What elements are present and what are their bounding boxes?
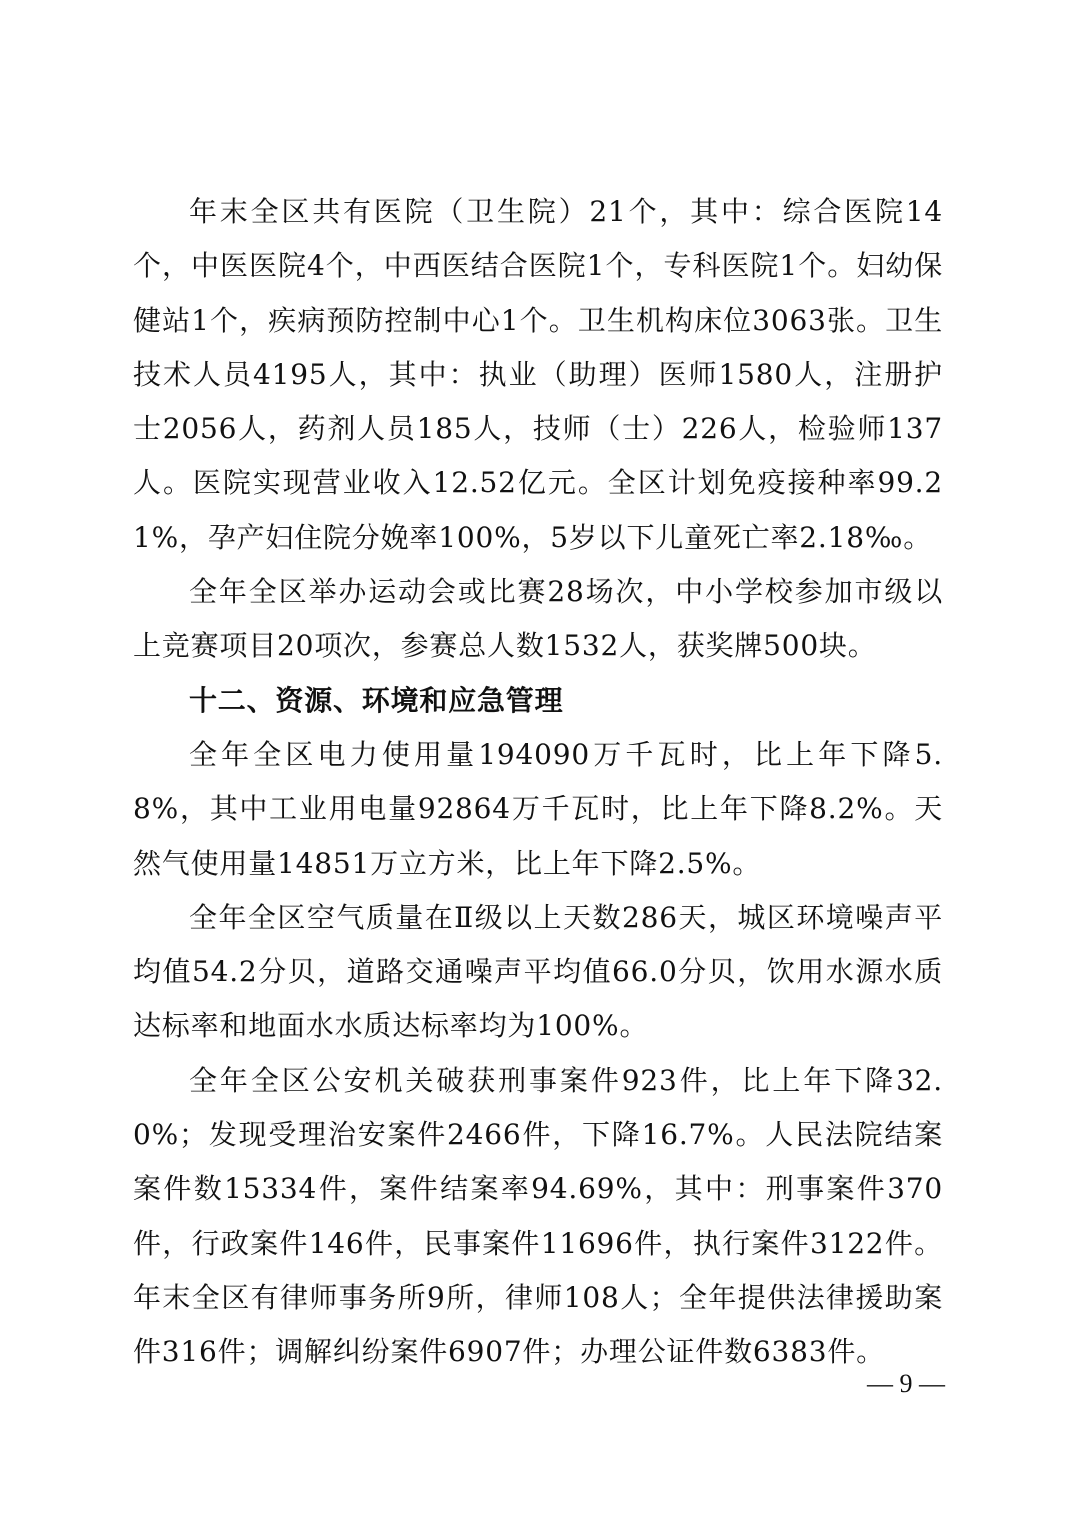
paragraph-energy: 全年全区电力使用量194090万千瓦时，比上年下降5.8%，其中工业用电量92864万千瓦时，比上年下降8.2%。天然气使用量14851万立方米，比上年下降2.5%。: [133, 737, 943, 880]
page-number: — 9 —: [867, 1369, 945, 1398]
paragraph-sports: 全年全区举办运动会或比赛28场次，中小学校参加市级以上竞赛项目20项次，参赛总人数1532人，获奖牌500块。: [133, 575, 943, 663]
document-body: [133, 185, 943, 1380]
paragraph-public-security: 全年全区公安机关破获刑事案件923件，比上年下降32.0%；发现受理治安案件2466件，下降16.7%。人民法院结案案件数15334件，案件结案率94.69%，其中：刑事案件370件，行政案件146件，民事案件11696件，执行案件3122件。年末全区有律师事务所9所，律师108人；全年提供法律援助案件316件；调解纠纷案件6907件；办理公证件数6383件。: [133, 1063, 943, 1369]
section-heading: 十二、资源、环境和应急管理: [189, 683, 564, 717]
paragraph-environment: 全年全区空气质量在Ⅱ级以上天数286天，城区环境噪声平均值54.2分贝，道路交通噪声平均值66.0分贝，饮用水源水质达标率和地面水水质达标率均为100%。: [133, 900, 943, 1043]
paragraph-health: 年末全区共有医院（卫生院）21个，其中：综合医院14个，中医医院4个，中西医结合医院1个，专科医院1个。妇幼保健站1个，疾病预防控制中心1个。卫生机构床位3063张。卫生技术人员4195人，其中：执业（助理）医师1580人，注册护士2056人，药剂人员185人，技师（士）226人，检验师137人。医院实现营业收入12.52亿元。全区计划免疫接种率99.21%，孕产妇住院分娩率100%，5岁以下儿童死亡率2.18‰。: [133, 195, 943, 554]
